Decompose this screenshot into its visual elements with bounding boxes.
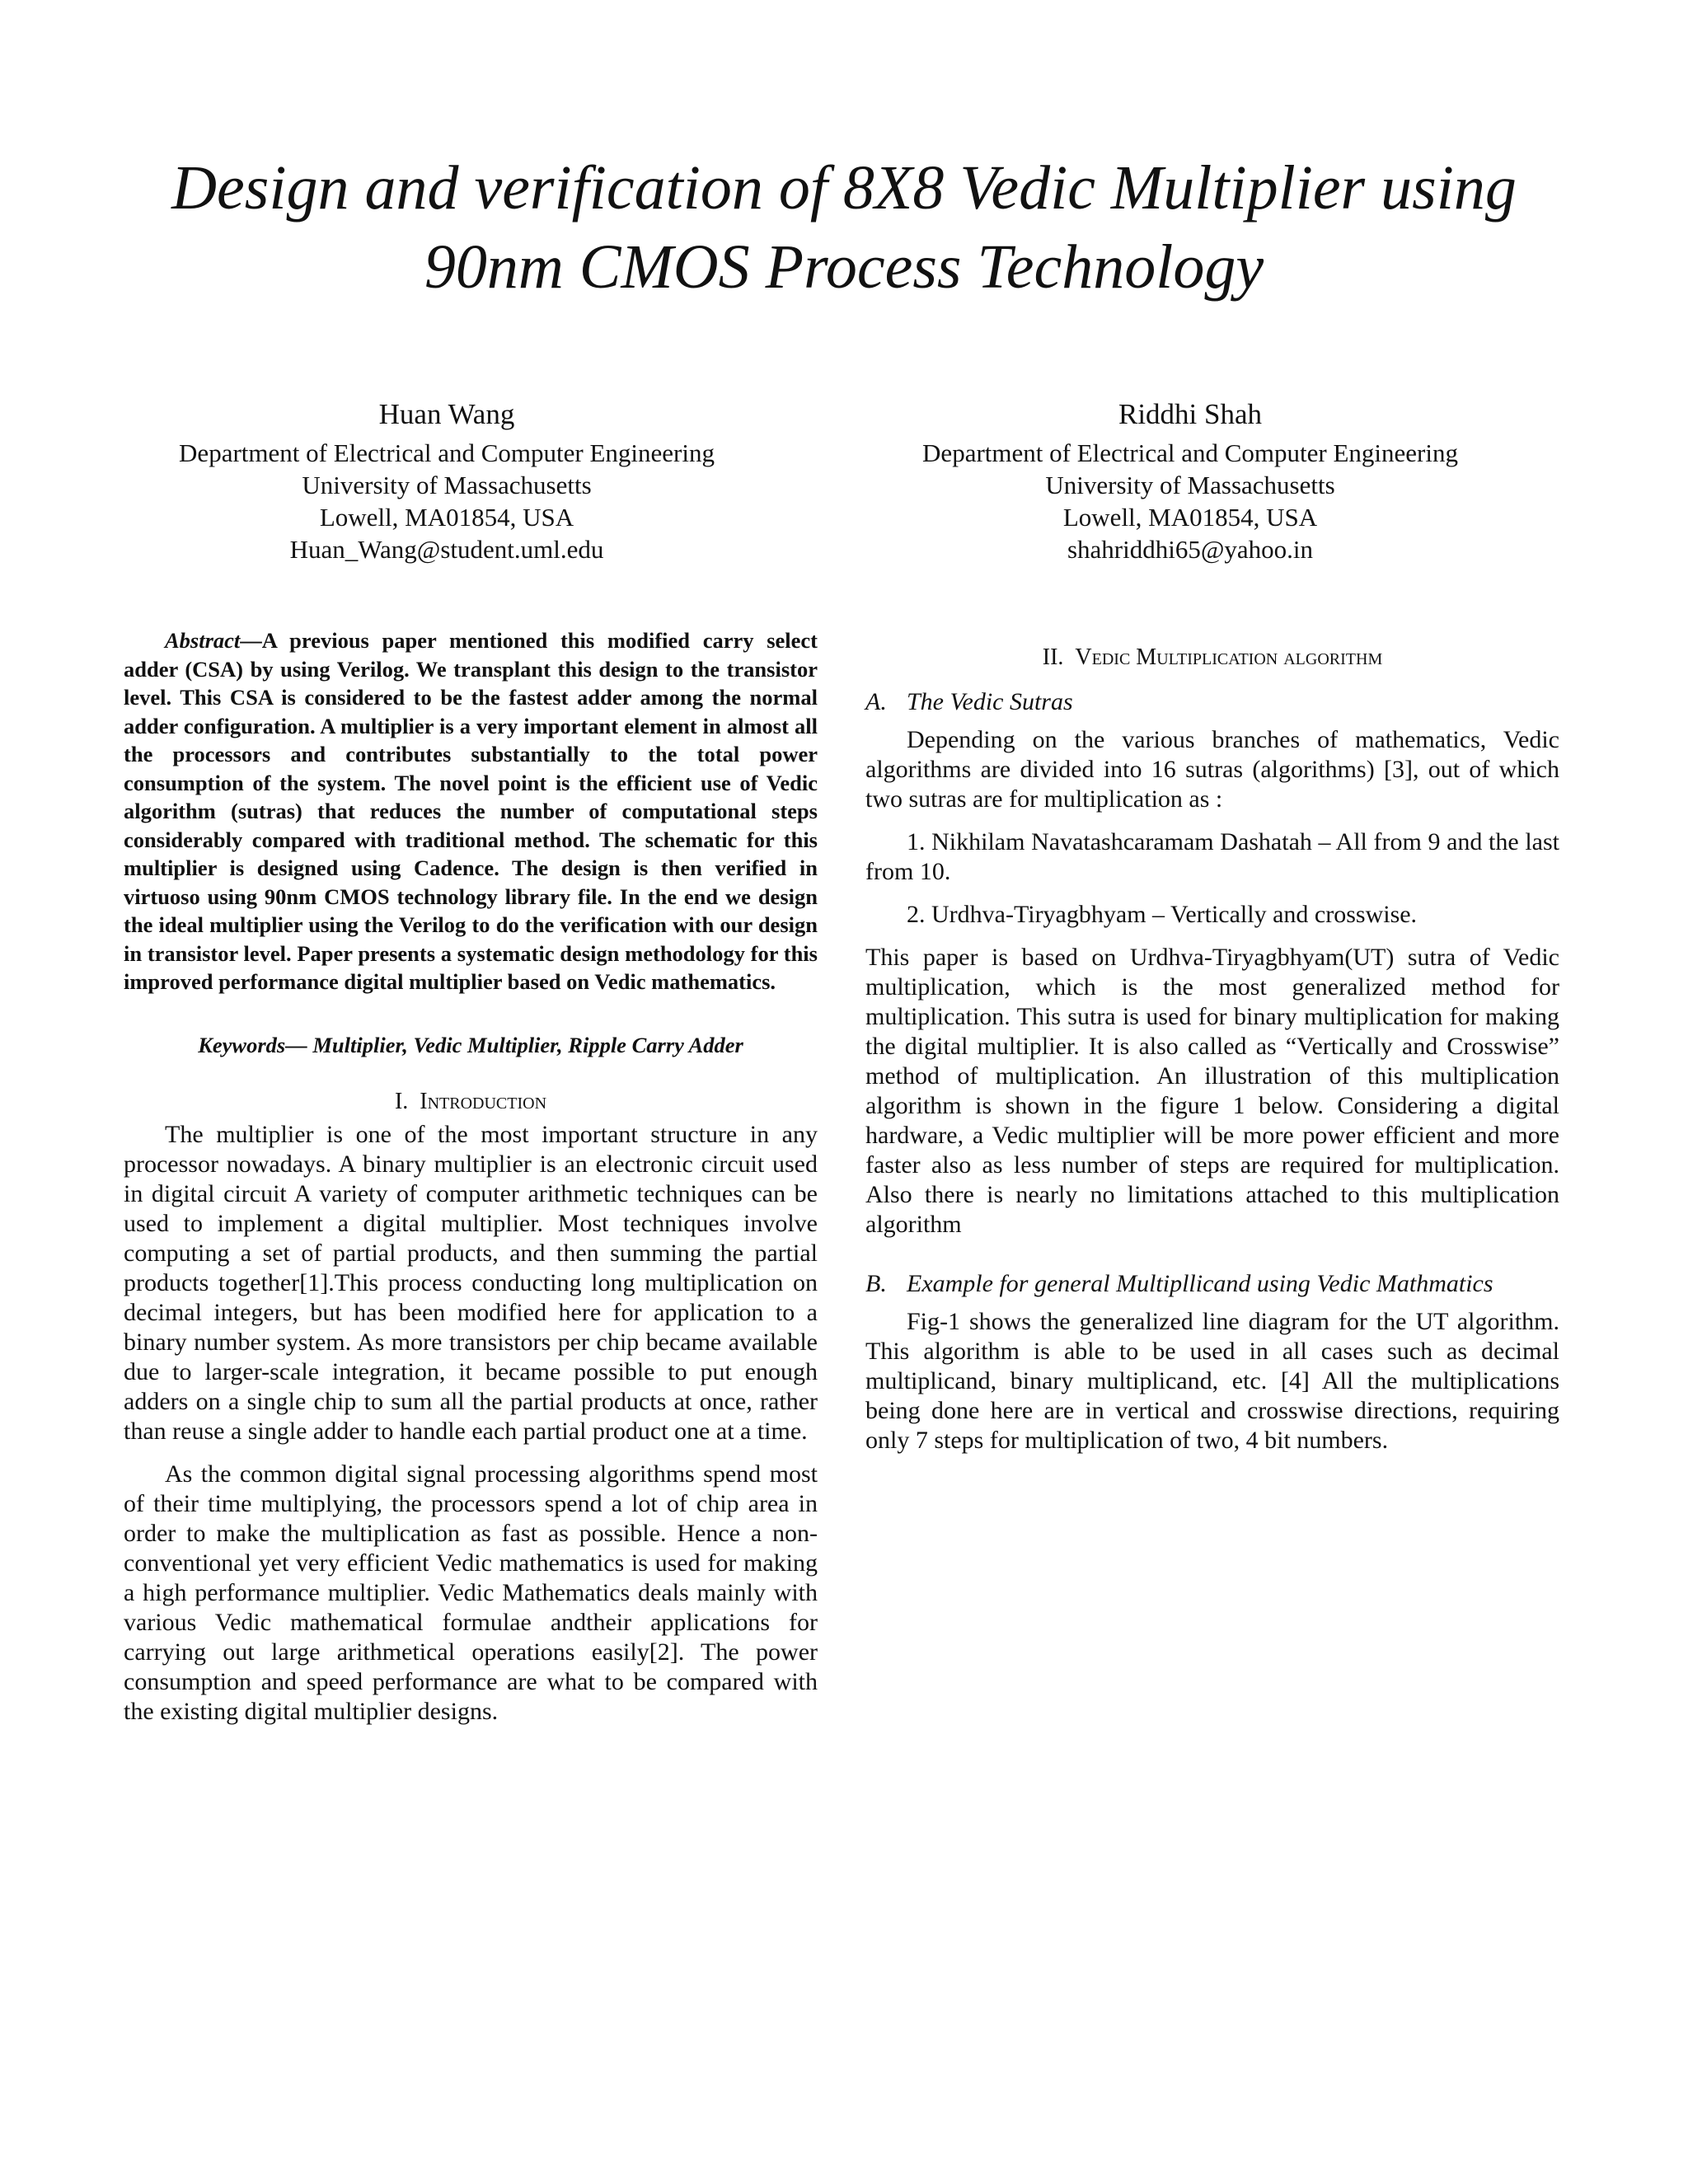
subsection-heading-b [865, 1269, 1559, 1299]
subsection-title: The Vedic Sutras [907, 688, 1073, 715]
abstract [124, 626, 818, 996]
section-number: I. [394, 1089, 409, 1114]
keywords [124, 1031, 818, 1060]
author-block-2 [877, 394, 1503, 565]
title-line-2: 90nm CMOS Process Technology [424, 232, 1264, 302]
subsection-heading-a [865, 687, 1559, 717]
author-location: Lowell, MA01854, USA [319, 503, 574, 532]
section-heading-introduction [124, 1087, 818, 1117]
author-email: Huan_Wang@student.uml.edu [289, 535, 604, 564]
author-block-1 [134, 394, 760, 565]
abstract-text: —A previous paper mentioned this modified carry select adder (CSA) by using Verilog. We transplant this design to the transistor level. This CSA is considered to be the fastest adder among the normal adder configuration. A multiplier is a very important element in almost all the processors and contributes substantially to the total power consumption of the system. The novel point is the efficient use of Vedic algorithm (sutras) that reduces the number of computational steps considerably compared with traditional method. The schematic for this multiplier is designed using Cadence. The design is then verified in virtuoso using 90nm CMOS technology library file. In the end we design the ideal multiplier using the Verilog to do the verification with our design in transistor level. Paper presents a systematic design methodology for this improved performance digital multiplier based on Vedic mathematics. [124, 628, 818, 994]
author-department: Department of Electrical and Computer Engineering [179, 438, 715, 467]
subsection-title: Example for general Multipllicand using Vedic Mathmatics [907, 1270, 1493, 1297]
keywords-lead: Keywords— [198, 1032, 307, 1057]
keywords-text: Multiplier, Vedic Multiplier, Ripple Carry Adder [307, 1032, 743, 1057]
section-title: Vedic Multiplication algorithm [1075, 644, 1383, 670]
left-column [124, 626, 818, 1727]
author-name: Huan Wang [378, 398, 515, 430]
author-email: shahriddhi65@yahoo.in [1067, 535, 1314, 564]
sutra-list-item-1: 1. Nikhilam Navatashcaramam Dashatah – All from 9 and the last from 10. [865, 828, 1559, 885]
section-title: Introduction [420, 1089, 547, 1114]
subsection-number: A. [865, 688, 887, 715]
subsection-number: B. [865, 1270, 887, 1297]
section-heading-vedic [865, 643, 1559, 673]
author-university: University of Massachusetts [302, 471, 592, 499]
vedic-paragraph-2: This paper is based on Urdhva-Tiryagbhyam(UT) sutra of Vedic multiplication, which is the most generalized method for multiplication. This sutra is used for binary multiplication for making the digital multiplier. It is also called as “Vertically and Crosswise” method of multiplication. An illustration of this multiplication algorithm is shown in the figure 1 below. Considering a digital hardware, a Vedic multiplier will be more power efficient and more faster also as less number of steps are required for multiplication. Also there is nearly no limitations attached to this multiplication algorithm [865, 944, 1559, 1238]
sutra-list-item-2: 2. Urdhva-Tiryagbhyam – Vertically and crosswise. [907, 901, 1418, 928]
paper-title [99, 148, 1589, 307]
abstract-lead: Abstract [165, 628, 241, 653]
intro-paragraph-1: The multiplier is one of the most important structure in any processor nowadays. A binary multiplier is an electronic circuit used in digital circuit A variety of computer arithmetic techniques can be used to implement a digital multiplier. Most techniques involve computing a set of partial products, and then summing the partial products together[1].This process conducting long multiplication on decimal integers, but has been modified here for application to a binary number system. As more transistors per chip became available due to larger-scale integration, it became possible to put enough adders on a single chip to sum all the partial products at once, rather than reuse a single adder to handle each partial product one at a time. [124, 1121, 818, 1445]
example-paragraph: Fig-1 shows the generalized line diagram for the UT algorithm. This algorithm is able to be used in all cases such as decimal multiplicand, binary multiplicand, etc. [4] All the multiplications being done here are in vertical and crosswise directions, requiring only 7 steps for multiplication of two, 4 bit numbers. [865, 1308, 1559, 1454]
author-university: University of Massachusetts [1045, 471, 1335, 499]
title-line-1: Design and verification of 8X8 Vedic Multiplier using [171, 153, 1517, 223]
author-location: Lowell, MA01854, USA [1062, 503, 1318, 532]
author-name: Riddhi Shah [1118, 398, 1263, 430]
intro-paragraph-2: As the common digital signal processing algorithms spend most of their time multiplying, the processors spend a lot of chip area in order to make the multiplication as fast as possible. Hence a non-conventional yet very efficient Vedic mathematics is used for making a high performance multiplier. Vedic Mathematics deals mainly with various Vedic mathematical formulae andtheir applications for carrying out large arithmetical operations easily[2]. The power consumption and speed performance are what to be compared with the existing digital multiplier designs. [124, 1460, 818, 1725]
section-number: II. [1042, 644, 1064, 670]
author-department: Department of Electrical and Computer Engineering [922, 438, 1458, 467]
right-column [865, 626, 1559, 1455]
vedic-paragraph-1: Depending on the various branches of mathematics, Vedic algorithms are divided into 16 sutras (algorithms) [3], out of which two sutras are for multiplication as : [865, 726, 1559, 813]
